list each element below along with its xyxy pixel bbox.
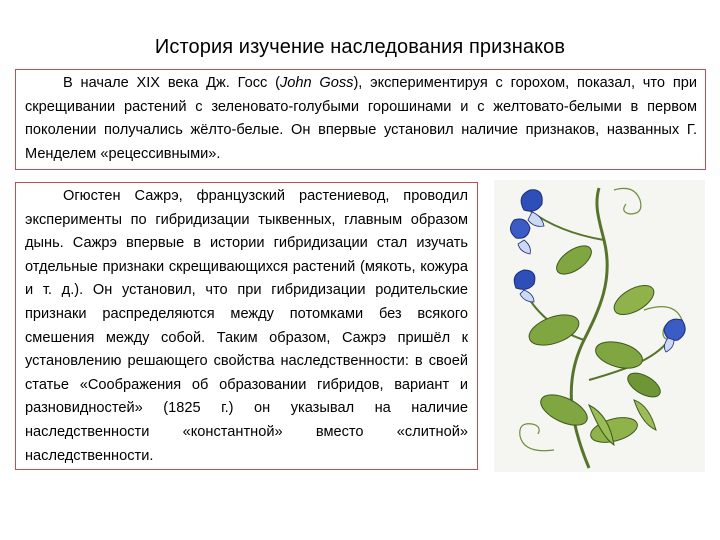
- pea-plant-icon: [494, 180, 705, 472]
- goss-name-italic: John Goss: [279, 75, 354, 91]
- pea-plant-illustration: [494, 180, 705, 472]
- goss-text-box: [15, 69, 706, 170]
- page-title: История изучение наследования признаков: [154, 36, 566, 58]
- sageret-text-box: [15, 182, 478, 470]
- goss-text-start: В начале XIX века Дж. Госс (: [63, 75, 280, 91]
- goss-text-end: ), экспериментируя с горохом, показал, что при скрещивании растений с зеленовато-голубыми горошинами и с желтовато-белыми в первом поколении получались жёлто-белые. Он впервые установил наличие признаков, названных Г. Менделем «рецессивными».: [25, 75, 697, 162]
- goss-paragraph: [25, 72, 697, 166]
- sageret-paragraph: Огюстен Сажрэ, французский растениевод, проводил эксперименты по гибридизации тыквенных, главным образом дынь. Сажрэ впервые в истории гибридизации стал изучать отдельные признаки скрещивающихся растений (мякоть, кожура и т. д.). Он установил, что при гибридизации родительские признаки распределяются между потомками без всякого смешения между собой. Таким образом, Сажрэ пришёл к установлению решающего свойства наследственности: в своей статье «Соображения об образовании гибридов, вариант и разновидностей» (1825 г.) он указывал на наличие наследственности «константной» вместо «слитной» наследственности.: [25, 188, 468, 464]
